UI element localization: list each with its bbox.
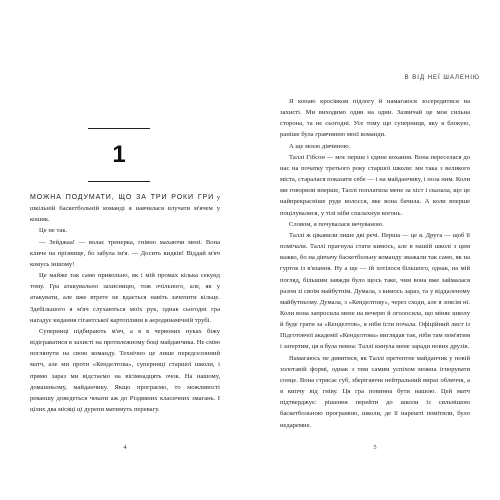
opening-paragraph — [30, 192, 220, 225]
paragraph: Словом, я почувалася нечуваною. — [289, 220, 384, 228]
paragraph: Таллі Гібсон — моє перше і єдине кохання. Вона переселася до нас на початку третього року старшої школи: ми така з великого міста, старалася показати себе — і на майданчику, і поза ним. Коли ми говорили вперше, Таллі поплатила мене за хіст і сказала, що це найпрекрасніше руде волосся, яке вона бачила. А коли вперше поцілувалися, у тілі ніби спалахнув вогонь. — [280, 153, 470, 217]
running-header: В ВІД НЕЇ ШАЛЕНІЮ — [404, 75, 480, 81]
chapter-number: 1 — [112, 141, 126, 168]
right-page-text — [280, 96, 470, 431]
paragraph: Я копаю кросівком підлогу й намагаюся зосередитися на захисті. Ми виходимо один на один. Зазвичай це моя сильна сторона, та не сьогодні. Усе тому що суперниця, яку я блокую, раніше була гравчинею моєї команди. — [280, 98, 470, 139]
left-page-text — [30, 192, 220, 415]
paragraph: Це майже так само прикольно, як і мій промах кілька секунд тому. Гра атакувально захисницю, тож очільного, але, як у атакувати, але вже втрете не вдається навіть зачепити кільце. Здебільшого я м'яч слухаються моїх рук, однак сьогодні гра нагадує кидання гігантської картоплини в аеродинамічній трубі. — [30, 272, 220, 324]
paragraph: Таллі ж цікавили лише дві речі. Перша — це я. Друга — щоб її помічали. Таллі прагнула стати кимось, але в нашій школі з цим важко, бо на дівчачу баскетбольну команду зважали так само, як на гурток із в'язання. Ну а ще — їй хотілося більшого, однак, на мій погляд, більшим завжди було щось таке, чим вона вже займалася разом зі своїм майбутнім. Думала, з кимось зараз, та у віддаленому майбутньому. Думала, з «Кенделтову», через сходи, але я зовсім ні. Коли вона запросила мене на вечерю й оголосила, що міняє школу й буде грати за «Кенделтов», я ніби їсти почала. Офіційний лист із Підготовчої академії «Кенделтова» виглядав так, ніби там пом'ятим і затертим, ця я була певна: Таллі кинула мене заради нових друзів. — [280, 231, 470, 351]
page-number-left: 4 — [123, 444, 127, 451]
paragraph: Намагаюсь не дивитися, як Таллі претентне майданчик у новій золотавій формі, однак з тим самим успіхом можна ігнорувати сонце. Вона стрясає губ, зберігаючи нейтральний вираз обличчя, а я кипчу від гніву. Ця гра повинна бути нашою. Цей матч підтверджує: рішення перейти до школи із сильнішою баскетбольною програмою, школи, де її нарешті помітили, було недаремне. — [280, 354, 470, 429]
paragraph: А ще моєю дівчиною. — [289, 142, 351, 150]
chapter-heading — [88, 128, 150, 182]
opening-lead: МОЖНА ПОДУМАТИ, ЩО ЗА ТРИ РОКИ ГРИ — [30, 194, 215, 201]
paragraph: Суперниці підбирають м'яч, а я в червоних нуках біжу відіграватися в захисті на протилежному боці майданчика. Не смію поглянути на свою команду. Технічно це лише передсезонний матч, але ми проти «Кенделтова», суперниці старшої школи, і прямо зараз ми відстаємо на вісімнадцять очок. На нашому, домашньому, майданчику. Якщо програємо, то можливості реваншу доведеться чекати аж до Різдвяних класичних змагань. І цілих два місяці ці дурепи матимуть перевагу. — [30, 327, 220, 413]
paragraph: — Зейджаа! — волає тренерка, гнівно махаючи мені. Вона кличе на прізвище, бо забула ім'я. — Досить кидків! Віддай м'яч комусь іншому! — [30, 238, 220, 268]
opening-rest: у шкільній баскетбольній команді я навчилася влучати м'ячем у кошик. — [30, 194, 220, 224]
paragraph: Це не так. — [39, 227, 68, 235]
page-number-right: 5 — [373, 444, 377, 451]
